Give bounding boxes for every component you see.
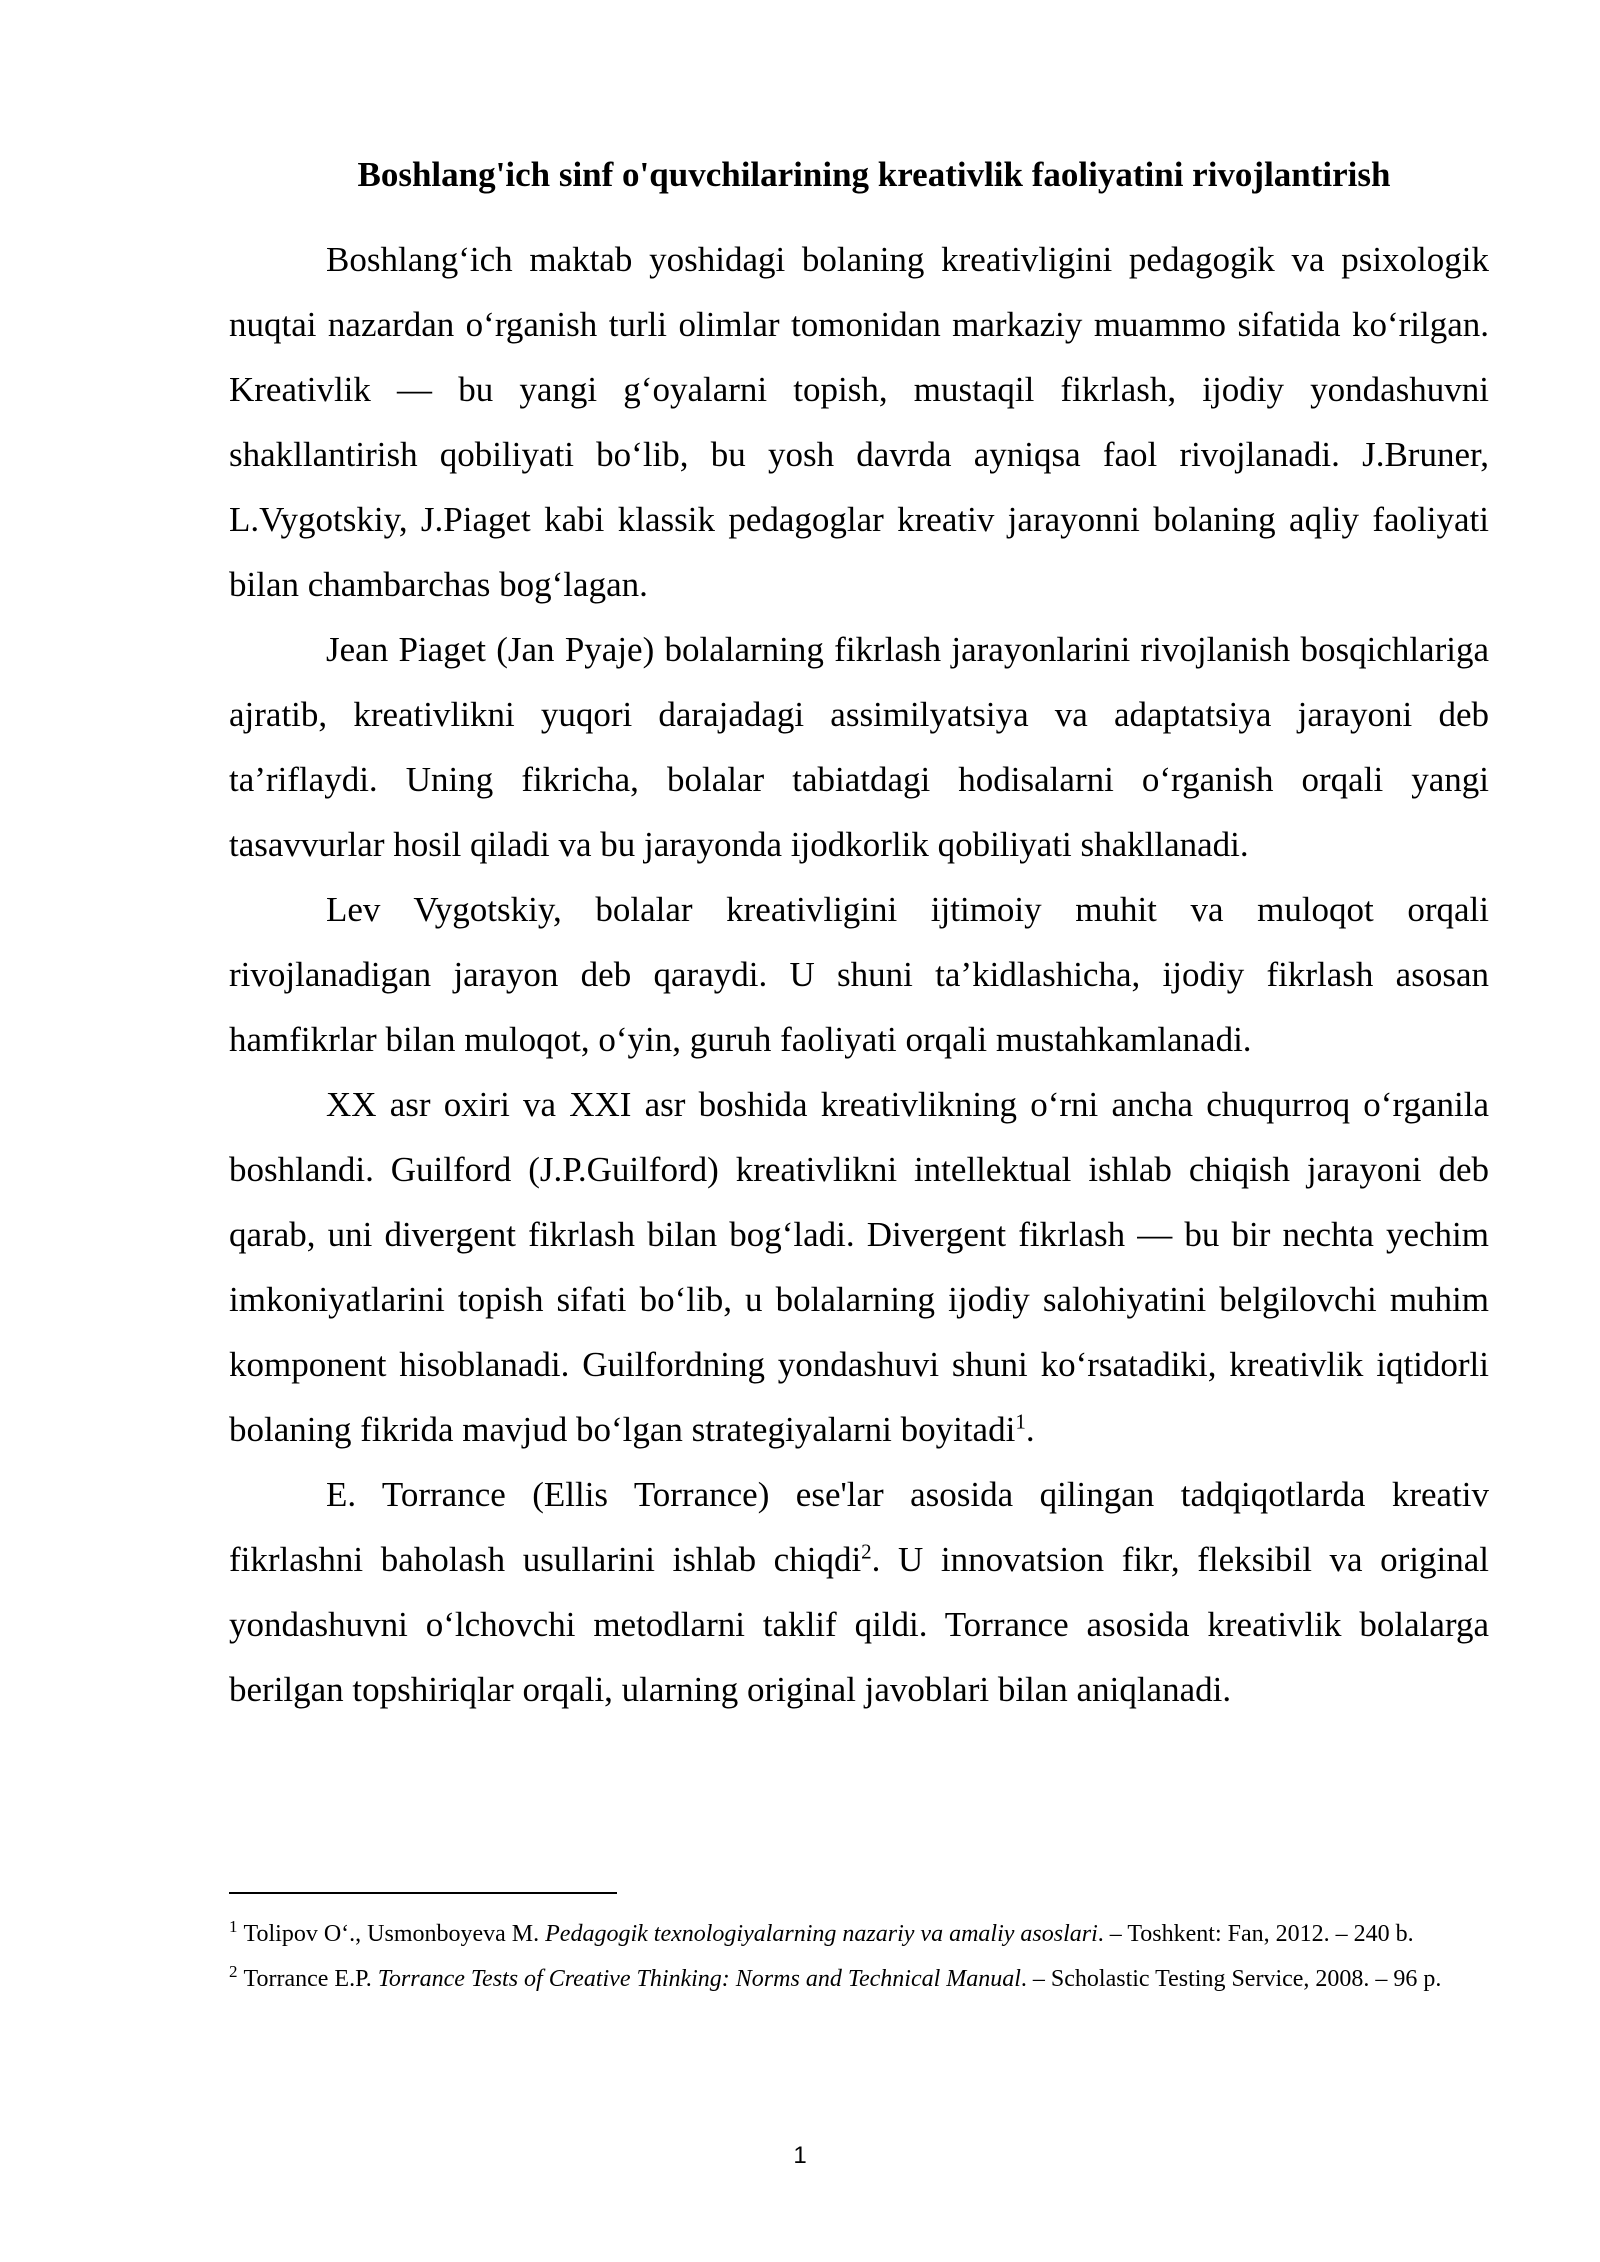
footnote-publication: . – Toshkent: Fan, 2012. – 240 b.	[1097, 1921, 1414, 1947]
footnote-publication: . – Scholastic Testing Service, 2008. – 96 p.	[1020, 1966, 1442, 1992]
footnote-number: 2	[229, 1962, 238, 1981]
footnote-authors: Torrance E.P.	[243, 1966, 378, 1992]
document-page	[229, 150, 1489, 1722]
document-body	[229, 227, 1489, 1722]
footnote-title: Pedagogik texnologiyalarning nazariy va amaliy asoslari	[545, 1921, 1098, 1947]
footnote-1	[229, 1912, 1489, 1957]
footnote-ref-1[interactable]: 1	[1015, 1409, 1026, 1434]
document-title: Boshlang'ich sinf o'quvchilarining kreativlik faoliyatini rivojlantirish	[357, 155, 1391, 194]
paragraph-3: Lev Vygotskiy, bolalar kreativligini ijtimoiy muhit va muloqot orqali rivojlanadigan jarayon deb qaraydi. U shuni ta’kidlashicha, ijodiy fikrlash asosan hamfikrlar bilan muloqot, o‘yin, guruh faoliyati orqali mustahkamlanadi.	[229, 890, 1489, 1059]
footnote-2	[229, 1957, 1489, 2002]
footnote-title: Torrance Tests of Creative Thinking: Norms and Technical Manual	[377, 1966, 1021, 1992]
paragraph-4-text: XX asr oxiri va XXI asr boshida kreativlikning o‘rni ancha chuqurroq o‘rganila boshlandi. Guilford (J.P.Guilford) kreativlikni intellektual ishlab chiqish jarayoni deb qarab, uni divergent fikrlash bilan bog‘ladi. Divergent fikrlash — bu bir nechta yechim imkoniyatlarini topish sifati bo‘lib, u bolalarning ijodiy salohiyatini belgilovchi muhim komponent hisoblanadi. Guilfordning yondashuvi shuni ko‘rsatadiki, kreativlik iqtidorli bolaning fikrida mavjud bo‘lgan strategiyalarni boyitadi	[229, 1085, 1489, 1449]
footnote-authors: Tolipov O‘., Usmonboyeva M.	[243, 1921, 546, 1947]
footnote-number: 1	[229, 1917, 238, 1936]
footnote-separator	[229, 1892, 617, 1894]
paragraph-1: Boshlang‘ich maktab yoshidagi bolaning kreativligini pedagogik va psixologik nuqtai nazardan o‘rganish turli olimlar tomonidan markaziy muammo sifatida ko‘rilgan. Kreativlik — bu yangi g‘oyalarni topish, mustaqil fikrlash, ijodiy yondashuvni shakllantirish qobiliyati bo‘lib, bu yosh davrda ayniqsa faol rivojlanadi. J.Bruner, L.Vygotskiy, J.Piaget kabi klassik pedagoglar kreativ jarayonni bolaning aqliy faoliyati bilan chambarchas bog‘lagan.	[229, 240, 1489, 604]
page-number: 1	[793, 2142, 807, 2169]
paragraph-2: Jean Piaget (Jan Pyaje) bolalarning fikrlash jarayonlarini rivojlanish bosqichlariga ajratib, kreativlikni yuqori darajadagi assimilyatsiya va adaptatsiya jarayoni deb ta’riflaydi. Uning fikricha, bolalar tabiatdagi hodisalarni o‘rganish orqali yangi tasavvurlar hosil qiladi va bu jarayonda ijodkorlik qobiliyati shakllanadi.	[229, 630, 1489, 864]
paragraph-4	[229, 1072, 1489, 1462]
paragraph-4-end: .	[1025, 1410, 1035, 1449]
paragraph-5	[229, 1462, 1489, 1722]
footnote-ref-2[interactable]: 2	[861, 1539, 872, 1564]
paragraph-5-text: E. Torrance (Ellis Torrance) ese'lar asosida qilingan tadqiqotlarda kreativ fikrlashni baholash usullarini ishlab chiqdi	[229, 1475, 1489, 1579]
footnotes	[229, 1912, 1489, 2002]
paragraph-5-end: . U innovatsion fikr, fleksibil va original yondashuvni o‘lchovchi metodlarni taklif qildi. Torrance asosida kreativlik bolalarga berilgan topshiriqlar orqali, ularning original javoblari bilan aniqlanadi.	[229, 1540, 1489, 1709]
